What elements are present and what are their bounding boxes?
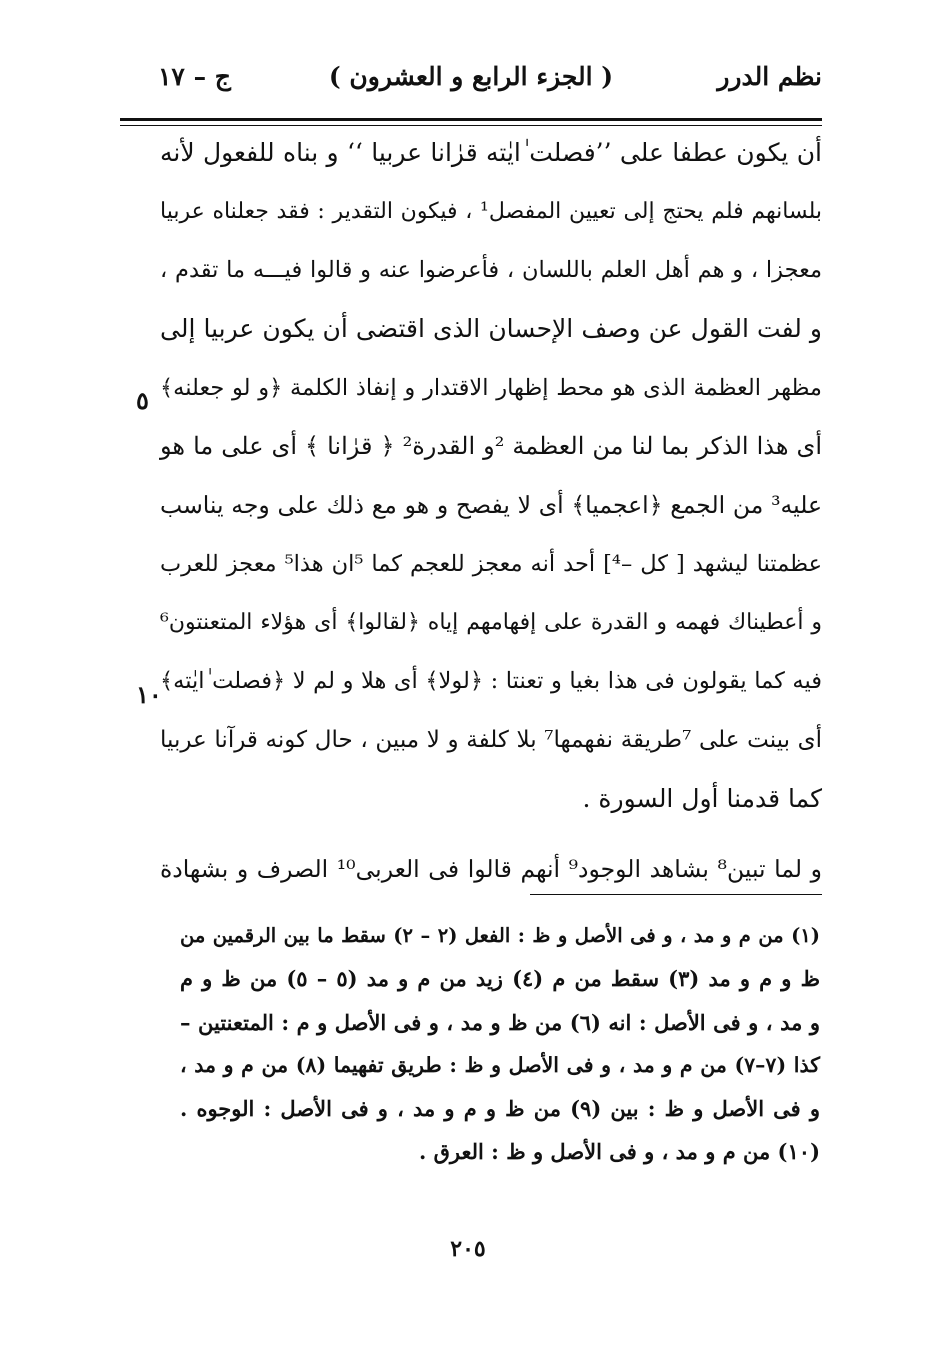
text-line: أى هذا الذكر بما لنا من العظمة ²و القدرة² ﴿ قرٰانا ﴾ أى على ما هو <box>160 432 822 461</box>
text-line: عليه³ من الجمع ﴿اعجميا﴾ أى لا يفصح و هو مع ذلك على وجه يناسب <box>160 491 822 520</box>
page-number: ٢٠٥ <box>450 1236 486 1262</box>
text-line: و أعطيناك فهمه و القدرة على إفهامهم إياه ﴿لقالوا﴾ أى هؤلاء المتعنتون⁶ <box>160 609 822 635</box>
footnote-line: (١) من م و مد ، و فى الأصل و ظ : الفعل (٢ – ٢) سقط ما بين الرقمين من <box>180 924 821 947</box>
text-line: مظهر العظمة الذى هو محط إظهار الاقتدار و إنفاذ الكلمة ﴿و لو جعلنه﴾ <box>160 374 822 401</box>
footnote-line: ظ و م و مد (٣) سقط من م (٤) زيد من م و مد (٥ – ٥) من ظ و م <box>180 966 821 992</box>
text-line: بلسانهم فلم يحتج إلى تعيين المفصل¹ ، فيكون التقدير : فقد جعلناه عربيا <box>160 198 822 224</box>
line-number-10: ١٠ <box>136 680 162 709</box>
text-line: و لفت القول عن وصف الإحسان الذى اقتضى أن يكون عربيا إلى <box>160 314 822 344</box>
footnote-line: (١٠) من م و مد ، و فى الأصل و ظ : العرق . <box>418 1139 820 1165</box>
footnote-line: كذا (٧–٧) من م و مد ، و فى الأصل و ظ : طريق تفهيما (٨) من م و مد ، <box>180 1052 820 1077</box>
text-line: معجزا ، و هم أهل العلم باللسان ، فأعرضوا عنه و قالوا فيـــه ما تقدم ، <box>160 257 822 284</box>
footnote-line: و فى الأصل و ظ : بين (٩) من ظ و م و مد ، و فى الأصل : الوجوه . <box>180 1096 820 1122</box>
main-text <box>160 124 822 899</box>
footnote-line: و مد ، و فى الأصل : انه (٦) من ظ و مد ، و فى الأصل و م : المتعنتين – <box>180 1009 820 1035</box>
part-title: ( الجزء الرابع و العشرون ) <box>328 62 614 91</box>
text-line: أى بينت على ⁷طريقة نفهمها⁷ بلا كلفة و لا مبين ، حال كونه قرآنا عربيا <box>160 726 823 753</box>
text-line: فيه كما يقولون فى هذا بغيا و تعنتا : ﴿لولا﴾ أى هلا و لم لا ﴿فصلت ٰايٰته﴾ <box>160 668 822 695</box>
volume-label: ج – ١٧ <box>158 62 231 91</box>
running-header <box>120 62 822 106</box>
book-title: نظم الدرر <box>717 62 822 91</box>
text-line: عظمتنا ليشهد [ كل –⁴] أحد أنه معجز للعجم كما ⁵ان هذا⁵ معجز للعرب <box>160 550 822 577</box>
header-rule-thick <box>120 118 822 121</box>
line-number-5: ٥ <box>136 386 149 415</box>
text-line: كما قدمنا أول السورة . <box>582 783 822 813</box>
footnotes <box>180 914 820 1174</box>
text-line: أن يكون عطفا على ’’فصلت ٰايٰته قرٰانا عربيا ‘‘ و بناه للفعول لأنه <box>160 138 822 167</box>
text-line: و لما تبين⁸ بشاهد الوجود⁹ أنهم قالوا فى العربى¹⁰ الصرف و بشهادة <box>160 855 822 884</box>
footnote-separator <box>530 894 822 895</box>
